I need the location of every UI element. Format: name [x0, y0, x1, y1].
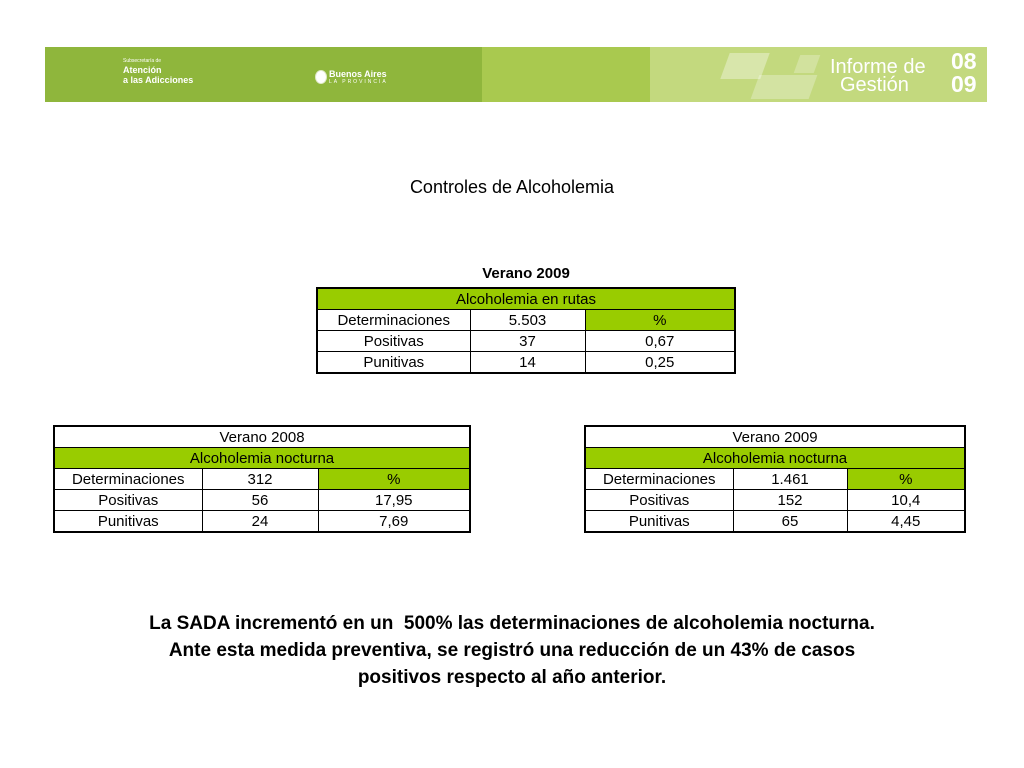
banner-decor-shape — [751, 75, 818, 99]
table-row — [585, 511, 965, 533]
nocturna-2009-table — [584, 425, 966, 533]
rutas-table-caption: Verano 2009 — [482, 265, 570, 282]
table-caption: Verano 2009 — [585, 426, 965, 448]
table-cell: 24 — [202, 511, 318, 533]
table-cell: % — [318, 469, 470, 490]
table-cell: % — [585, 310, 735, 331]
province-seal-icon — [315, 70, 327, 84]
table-cell: 5.503 — [470, 310, 585, 331]
table-cell: 312 — [202, 469, 318, 490]
table-cell: Determinaciones — [317, 310, 470, 331]
summary-line-2: Ante esta medida preventiva, se registró una reducción de un 43% de casos — [168, 640, 856, 661]
table-row — [54, 511, 470, 533]
table-row — [317, 310, 735, 331]
page-title: Controles de Alcoholemia — [409, 177, 615, 197]
table-row — [54, 448, 470, 469]
table-cell: 14 — [470, 352, 585, 374]
table-cell: Positivas — [585, 490, 733, 511]
table-row — [585, 448, 965, 469]
table-row — [317, 352, 735, 374]
table-cell: Determinaciones — [585, 469, 733, 490]
table-cell: Positivas — [54, 490, 202, 511]
report-years — [951, 50, 977, 96]
table-row — [317, 288, 735, 310]
report-title-line-1: Informe de — [830, 56, 926, 78]
table-cell: % — [847, 469, 965, 490]
summary-line-3: positivos respecto al año anterior. — [357, 667, 667, 688]
table-cell: 17,95 — [318, 490, 470, 511]
header-banner — [45, 47, 987, 102]
nocturna-2008-table — [53, 425, 471, 533]
province-name: Buenos Aires — [329, 69, 387, 79]
rutas-table — [316, 287, 736, 374]
table-cell: 10,4 — [847, 490, 965, 511]
table-cell: Determinaciones — [54, 469, 202, 490]
table-cell: 56 — [202, 490, 318, 511]
table-caption: Verano 2008 — [54, 426, 470, 448]
summary-paragraph — [0, 610, 1024, 691]
province-subtitle: LA PROVINCIA — [329, 79, 388, 85]
logo-line-2: a las Adicciones — [123, 75, 194, 85]
report-title — [830, 58, 926, 94]
table-row — [585, 490, 965, 511]
table-header: Alcoholemia nocturna — [54, 448, 470, 469]
table-header: Alcoholemia nocturna — [585, 448, 965, 469]
table-cell: 65 — [733, 511, 847, 533]
table-row — [585, 469, 965, 490]
table-row — [54, 426, 470, 448]
table-cell: 0,67 — [585, 331, 735, 352]
table-row — [54, 469, 470, 490]
table-cell: Positivas — [317, 331, 470, 352]
table-cell: 0,25 — [585, 352, 735, 374]
year-second: 09 — [951, 71, 977, 97]
table-cell: 152 — [733, 490, 847, 511]
table-cell: 7,69 — [318, 511, 470, 533]
subsecretaria-logo — [123, 58, 193, 85]
table-cell: 1.461 — [733, 469, 847, 490]
table-cell: 37 — [470, 331, 585, 352]
year-first: 08 — [951, 48, 977, 74]
table-row — [585, 426, 965, 448]
table-header: Alcoholemia en rutas — [317, 288, 735, 310]
table-cell: Punitivas — [54, 511, 202, 533]
table-row — [54, 490, 470, 511]
table-row — [317, 331, 735, 352]
table-cell: 4,45 — [847, 511, 965, 533]
logo-line-1: Atención — [123, 65, 162, 75]
report-title-line-2: Gestión — [840, 74, 909, 96]
table-cell: Punitivas — [585, 511, 733, 533]
logo-small-text: Subsecretaría de — [123, 58, 162, 64]
table-cell: Punitivas — [317, 352, 470, 374]
summary-line-1: La SADA incrementó en un 500% las determinaciones de alcoholemia nocturna. — [149, 613, 875, 634]
